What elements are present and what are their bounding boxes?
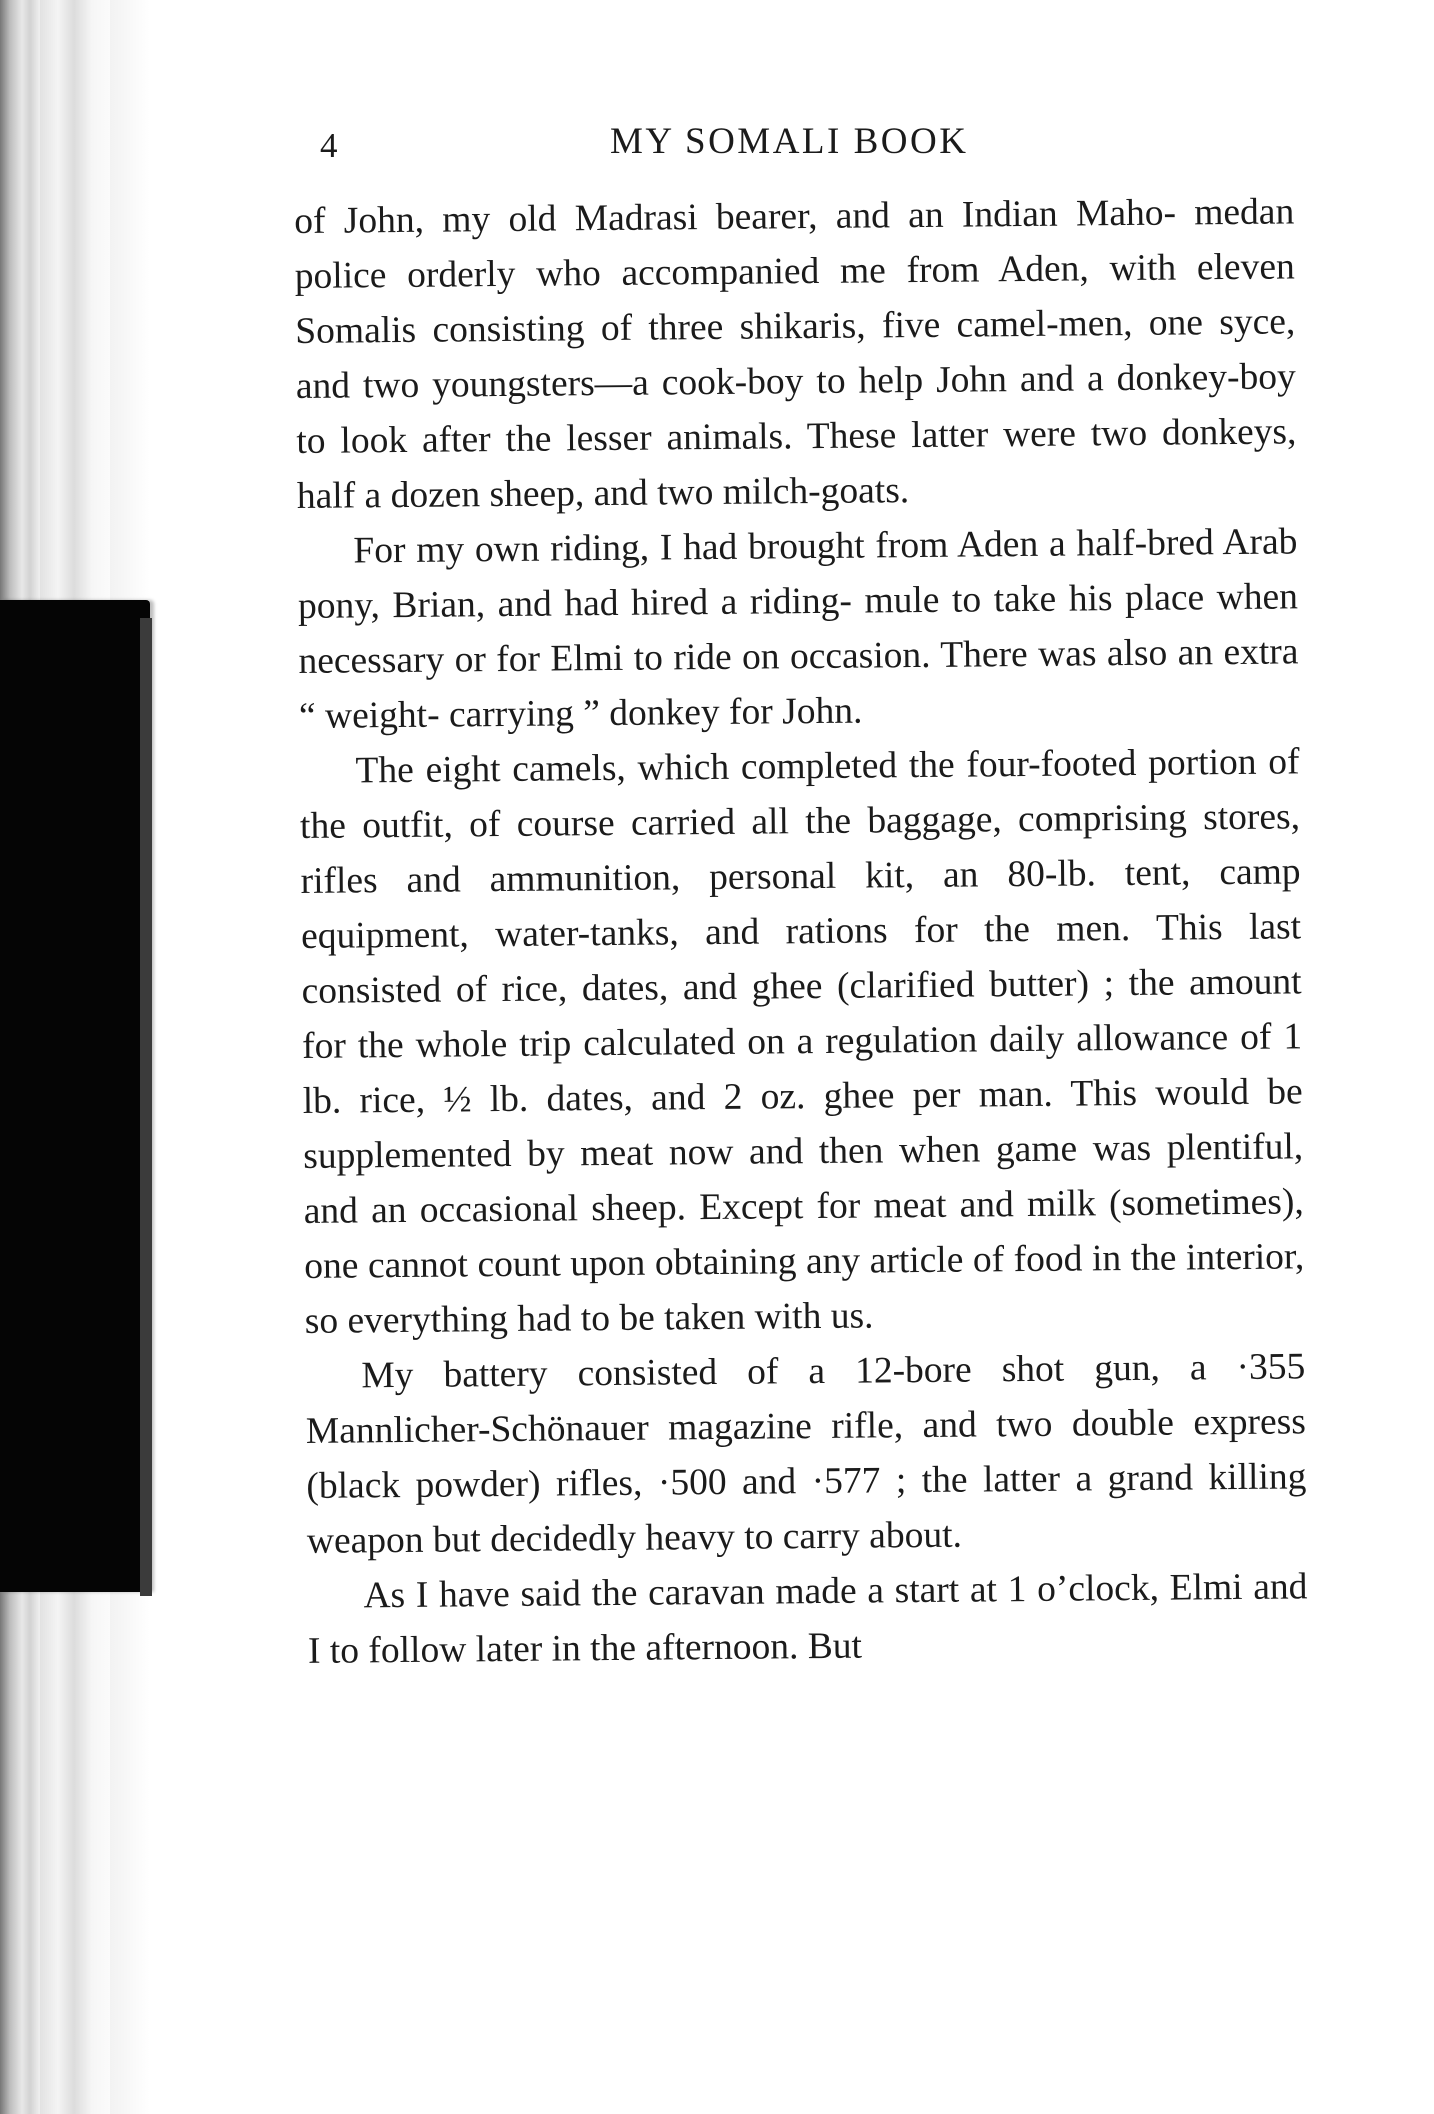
paragraph-text: For my own riding, I had brought from Aden a half-bred Arab pony, Brian, and had hired a riding- mule to take his place when necessary or for Elmi to ride on occasion. There was also an extra “ weight- carrying ” donkey for John. (297, 521, 1299, 737)
bookmark-tab-edge (140, 618, 152, 1596)
page-header (320, 118, 1000, 174)
paragraph-text: of John, my old Madrasi bearer, and an Indian Maho- medan police orderly who accompanied me from Aden, with eleven Somalis consisting of three shikaris, five camel-men, one syce, and two youngsters—a cook-boy to help John and a donkey-boy to look after the lesser animals. These latter were two donkeys, half a dozen sheep, and two milch-goats. (294, 191, 1297, 517)
paragraph-4 (305, 1339, 1307, 1569)
paragraph-text: My battery consisted of a 12-bore shot gun, a ·355 Mannlicher-Schönauer magazine rifle, and two double express (black powder) rifles, ·500 and ·577 ; the latter a grand killing weapon but decidedly heavy to carry about. (305, 1346, 1307, 1562)
page-number: 4 (320, 126, 338, 165)
paragraph-text: As I have said the caravan made a start at 1 o’clock, Elmi and I to follow later in the afternoon. But (307, 1566, 1308, 1672)
paragraph-5 (307, 1559, 1308, 1679)
paragraph-text: The eight camels, which completed the four-footed portion of the outfit, of course carried all the baggage, comprising stores, rifles and ammunition, personal kit, an 80-lb. tent, camp equipment, water-tanks, and rations for the men. This last consisted of rice, dates, and ghee (clarified butter) ; the amount for the whole trip calculated on a regulation daily allowance of 1 lb. rice, ½ lb. dates, and 2 oz. ghee per man. This would be supplemented by meat now and then when game was plentiful, and an occasional sheep. Except for meat and milk (sometimes), one cannot count upon obtaining any article of food in the interior, so everything had to be taken with us. (299, 741, 1305, 1342)
paragraph-1 (294, 184, 1297, 524)
paragraph-2 (297, 514, 1299, 744)
running-head: MY SOMALI BOOK (610, 121, 969, 162)
body-text (294, 184, 1308, 1679)
black-bookmark-tab (0, 600, 150, 1592)
paragraph-3 (299, 734, 1305, 1349)
